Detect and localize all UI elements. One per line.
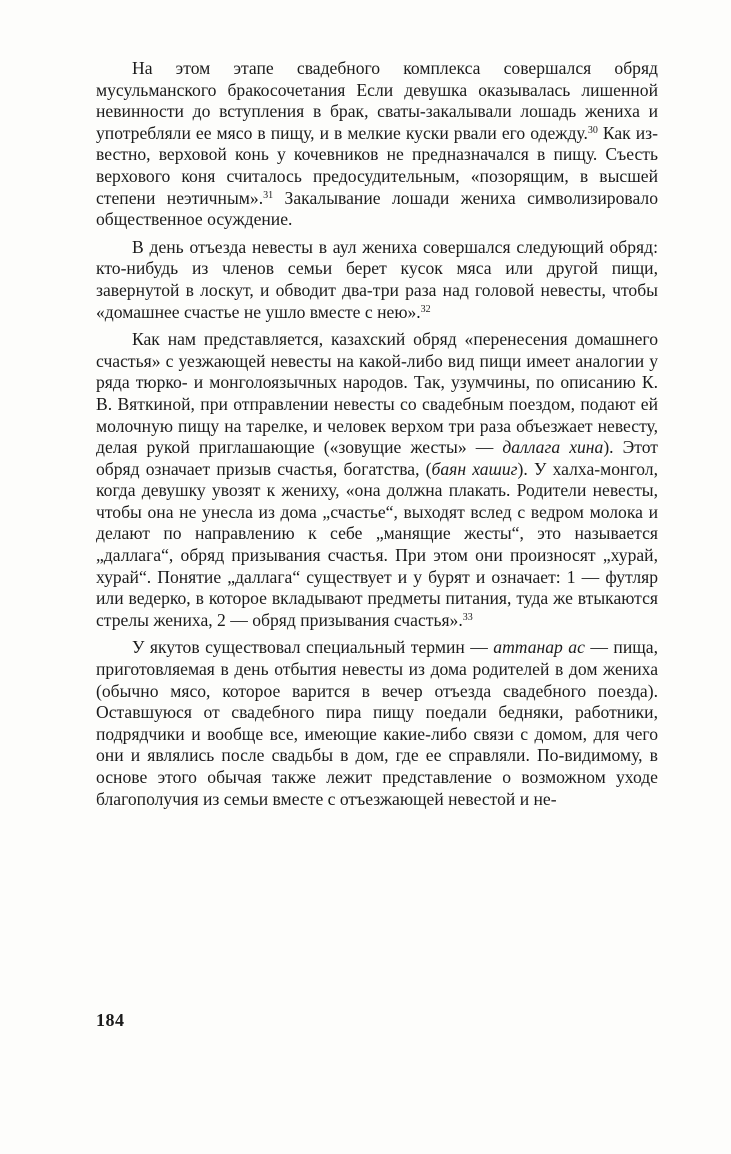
text-run: Как нам представляется, казахский обряд «перенесения домашнего счастья» с уезжающей невесты на какой-либо вид пищи имеет аналогии у ряда тюрко- и монголоязычных народов. Так, узумчины, по описанию К. В. Вяткиной, при отправлении невесты со свадебным поездом, подают ей молочную пищу на тарелке, и человек верхом три раза объезжает невесту, делая рукой приглашающие («зовущие жесты» — — [96, 329, 658, 458]
footnote-ref: 31 — [263, 189, 274, 201]
text-run: ). У халха-монгол, когда девушку увозят к жениху, «она должна плакать. Родители невесты, чтобы она не унесла из дома „счастье“, выходят вслед с ведром молока и делают по направлению к себе „манящие жесты“, это называется „даллага“, обряд призывания счастья. При этом они произносят „хурай, хурай“. Понятие „даллага“ существует и у бурят и означает: 1 — футляр или ведерко, в которое вкладывают предметы питания, туда же втыкаются стрелы жениха, 2 — обряд призывания счастья». — [96, 458, 658, 630]
paragraph — [96, 329, 658, 631]
text-run: В день отъезда невесты в аул жениха совершался следующий обряд: кто-нибудь из членов семьи берет кусок мяса или другой пищи, завернутой в лоскут, и обводит два-три раза над головой невесты, чтобы «домашнее счастье не ушло вместе с нею». — [96, 236, 658, 322]
text-run: — пища, приготовляемая в день отбытия невесты из дома родителей в дом жениха (обычно мясо, которое варится в вечер отъезда свадебного поезда). Оставшуюся от свадебного пира пищу поедали бедняки, работники, подрядчики и вообще все, имеющие какие-либо связи с домом, для чего они и являлись после свадьбы в дом, где ее справляли. По-видимому, в основе этого обычая также лежит представление о возможном уходе благополучия из семьи вместе с отъезжающей невестой и не- — [96, 637, 659, 809]
text-run: На этом этапе свадебного комплекса совершался обряд мусульманского бракосочетания Если девушка оказывалась лишенной невинности до вступления в брак, сваты-закалывали лошадь жениха и употребляли ее мясо в пищу, и в мелкие куски рвали его одежду. — [96, 58, 658, 143]
text-run: ). Этот обряд означает призыв счастья, богатства, ( — [96, 437, 658, 479]
italic-term: баян хашиг — [431, 458, 518, 479]
paragraph — [96, 58, 658, 231]
paragraph — [96, 237, 658, 323]
text-run: Как известно, верховой конь у кочевников не предназначался в пищу. Съесть верхового коня считалось предосудительным, «позорящим, в высшей степени неэтичным». — [96, 122, 658, 208]
footnote-ref: 30 — [587, 124, 598, 136]
text-run: У якутов существовал специальный термин — — [132, 637, 494, 658]
page-number: 184 — [96, 1010, 125, 1030]
paragraph — [96, 637, 658, 810]
footnote-ref: 32 — [420, 303, 431, 315]
footnote-ref: 33 — [462, 611, 473, 623]
text-run: Закалывание лошади жениха символизировало общественное осуждение. — [96, 187, 658, 230]
italic-term: аттанар ас — [493, 637, 585, 658]
body-text — [96, 58, 658, 810]
italic-term: даллага хина — [502, 437, 604, 458]
